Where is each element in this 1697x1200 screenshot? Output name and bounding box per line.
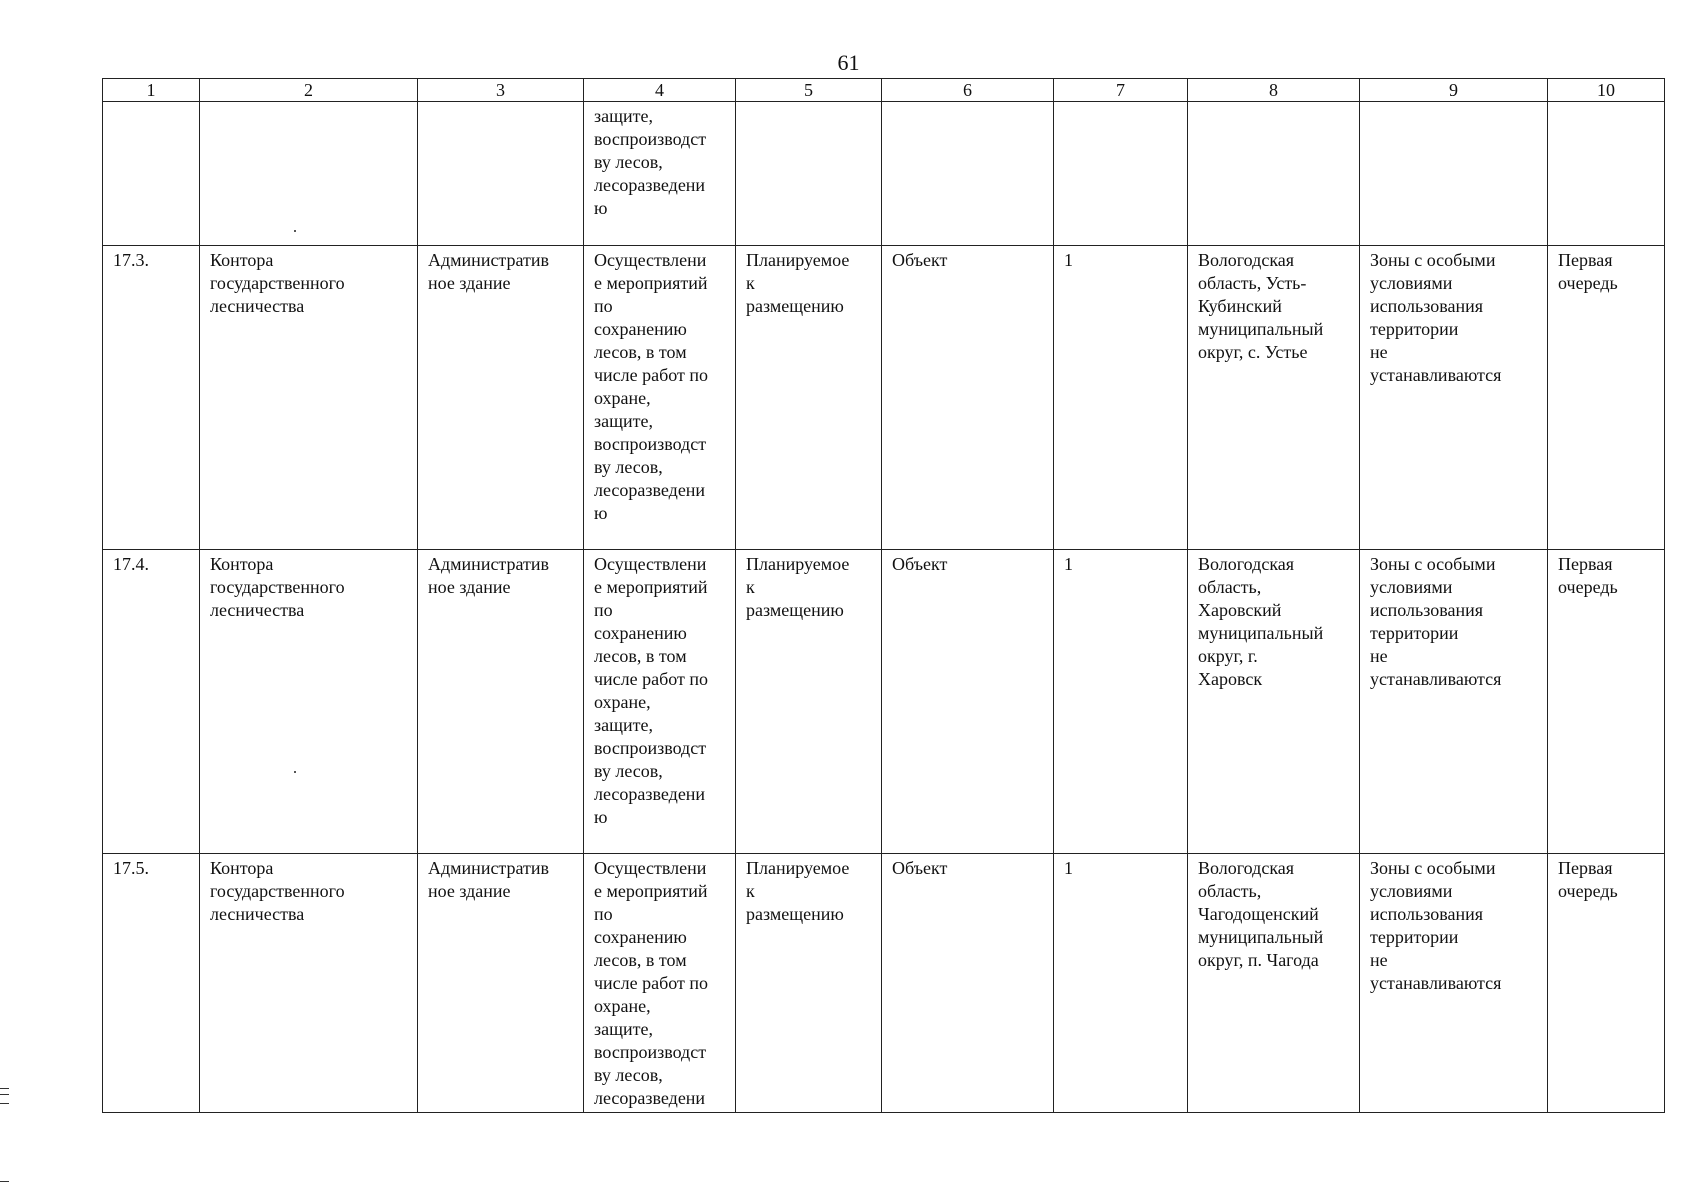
object-stage: Первая очередь (1558, 554, 1618, 597)
object-type: Объект (892, 858, 948, 878)
scan-speck (294, 771, 296, 773)
cell-name (200, 246, 418, 550)
scan-speck (294, 230, 296, 232)
object-location: Вологодская область, Усть- Кубинский муниципальный округ, с. Устье (1198, 250, 1324, 362)
object-type: Объект (892, 250, 948, 270)
cell-purpose (418, 246, 584, 550)
table-row (103, 854, 1665, 1113)
cell-location (1188, 246, 1360, 550)
object-purpose: Административ ное здание (428, 250, 550, 293)
object-status: Планируемое к размещению (746, 554, 850, 620)
cell-zones (1360, 854, 1548, 1113)
header-row (103, 79, 1665, 102)
cell-count (1054, 246, 1188, 550)
object-zones: Зоны с особыми условиями использования территории не устанавливаются (1370, 250, 1502, 385)
cell-activity (584, 550, 736, 854)
cell-location (1188, 854, 1360, 1113)
header-col-2: 2 (200, 79, 418, 102)
header-col-6: 6 (882, 79, 1054, 102)
object-name: Контора государственного лесничества (210, 250, 345, 316)
object-name: Контора государственного лесничества (210, 858, 345, 924)
cell-empty (103, 102, 200, 246)
cell-object-type (882, 550, 1054, 854)
cell-count (1054, 550, 1188, 854)
cell-object-type (882, 854, 1054, 1113)
header-col-8: 8 (1188, 79, 1360, 102)
cell-count (1054, 854, 1188, 1113)
object-name: Контора государственного лесничества (210, 554, 345, 620)
cell-stage (1548, 854, 1665, 1113)
table-row (103, 246, 1665, 550)
header-col-5: 5 (736, 79, 882, 102)
cell-number (103, 550, 200, 854)
cell-number (103, 854, 200, 1113)
cell-name (200, 854, 418, 1113)
activity-text: защите, воспроизводст ву лесов, лесоразведени ю (594, 106, 707, 218)
cell-empty (418, 102, 584, 246)
object-type: Объект (892, 554, 948, 574)
row-number: 17.4. (113, 554, 149, 574)
activity-text: Осуществлени е мероприятий по сохранению лесов, в том числе работ по охране, защите, воспроизводст ву лесов, лесоразведени ю (594, 250, 709, 523)
cell-stage (1548, 550, 1665, 854)
cell-empty (1360, 102, 1548, 246)
cell-zones (1360, 246, 1548, 550)
row-number: 17.5. (113, 858, 149, 878)
header-col-9: 9 (1360, 79, 1548, 102)
object-zones: Зоны с особыми условиями использования территории не устанавливаются (1370, 858, 1502, 993)
cell-name (200, 550, 418, 854)
object-location: Вологодская область, Харовский муниципальный округ, г. Харовск (1198, 554, 1324, 689)
cell-empty (736, 102, 882, 246)
cell-location (1188, 550, 1360, 854)
row-number: 17.3. (113, 250, 149, 270)
cell-status (736, 550, 882, 854)
cell-stage (1548, 246, 1665, 550)
object-count: 1 (1064, 554, 1073, 574)
header-col-10: 10 (1548, 79, 1665, 102)
activity-text: Осуществлени е мероприятий по сохранению лесов, в том числе работ по охране, защите, воспроизводст ву лесов, лесоразведени (594, 858, 709, 1108)
cell-activity-continued (584, 102, 736, 246)
continuation-row (103, 102, 1665, 246)
margin-mark (0, 1181, 9, 1182)
object-stage: Первая очередь (1558, 858, 1618, 901)
object-status: Планируемое к размещению (746, 858, 850, 924)
margin-mark (0, 1088, 9, 1104)
cell-purpose (418, 854, 584, 1113)
page-number: 61 (837, 50, 860, 75)
object-stage: Первая очередь (1558, 250, 1618, 293)
cell-status (736, 246, 882, 550)
table-row (103, 550, 1665, 854)
cell-empty (882, 102, 1054, 246)
header-col-1: 1 (103, 79, 200, 102)
object-count: 1 (1064, 250, 1073, 270)
header-col-7: 7 (1054, 79, 1188, 102)
object-count: 1 (1064, 858, 1073, 878)
cell-empty (1548, 102, 1665, 246)
cell-empty (200, 102, 418, 246)
object-status: Планируемое к размещению (746, 250, 850, 316)
cell-zones (1360, 550, 1548, 854)
object-purpose: Административ ное здание (428, 858, 550, 901)
object-zones: Зоны с особыми условиями использования территории не устанавливаются (1370, 554, 1502, 689)
cell-empty (1054, 102, 1188, 246)
cell-purpose (418, 550, 584, 854)
cell-activity (584, 246, 736, 550)
activity-text: Осуществлени е мероприятий по сохранению лесов, в том числе работ по охране, защите, воспроизводст ву лесов, лесоразведени ю (594, 554, 709, 827)
object-purpose: Административ ное здание (428, 554, 550, 597)
cell-status (736, 854, 882, 1113)
header-col-4: 4 (584, 79, 736, 102)
header-col-3: 3 (418, 79, 584, 102)
cell-number (103, 246, 200, 550)
cell-activity (584, 854, 736, 1113)
cell-empty (1188, 102, 1360, 246)
cell-object-type (882, 246, 1054, 550)
objects-table (102, 78, 1665, 1113)
object-location: Вологодская область, Чагодощенский муниципальный округ, п. Чагода (1198, 858, 1324, 970)
